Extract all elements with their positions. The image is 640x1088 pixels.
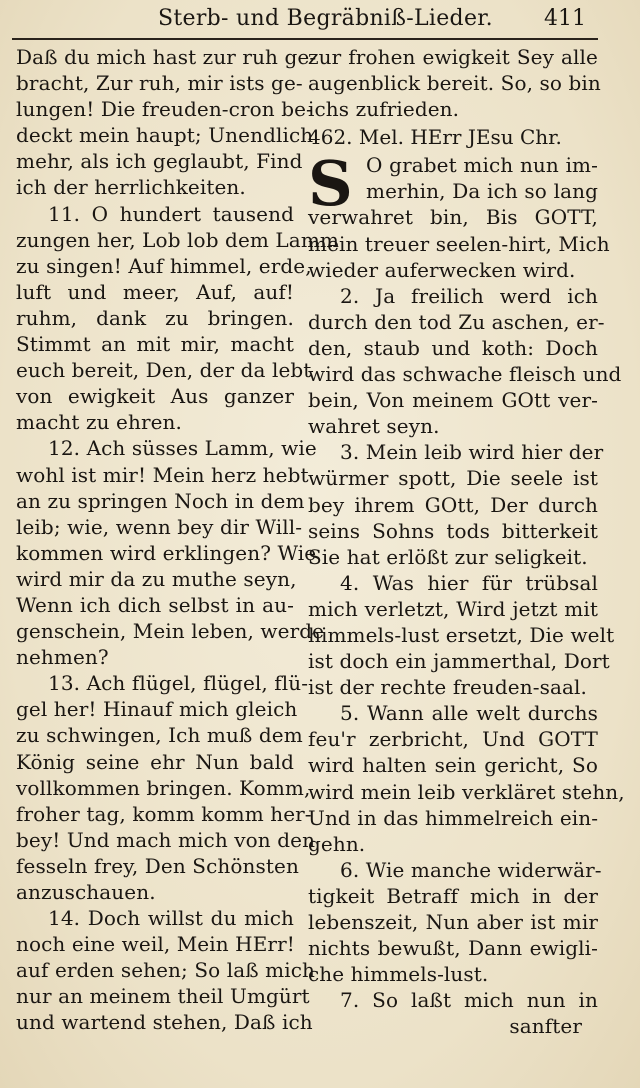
right-column	[308, 44, 625, 1039]
text-line: mehr, als ich geglaubt, Find	[16, 149, 303, 174]
text-line: leib; wie, wenn bey dir Will-	[16, 514, 303, 539]
text-line: seins Sohns tods bitterkeit	[308, 518, 598, 543]
text-line: würmer spott, Die seele ist	[308, 466, 598, 491]
text-line: macht zu ehren.	[16, 410, 182, 435]
text-line: ist der rechte freuden-saal.	[308, 675, 587, 700]
text-line: gel her! Hinauf mich gleich	[16, 697, 298, 722]
text-line: wird mir da zu muthe seyn,	[16, 566, 297, 591]
text-line: lebenszeit, Nun aber ist mir	[308, 910, 598, 934]
text-line: wird mein leib verkläret stehn,	[308, 779, 625, 804]
verse-start-6: 6. Wie manche widerwär-	[340, 857, 602, 882]
text-line: ich der herrlichkeiten.	[16, 175, 246, 200]
text-line: noch eine weil, Mein HErr!	[16, 932, 295, 957]
text-line: ruhm, dank zu bringen.	[16, 305, 294, 330]
text-line: wird halten sein gericht, So	[308, 753, 598, 778]
text-line: bey ihrem GOtt, Der durch	[308, 492, 598, 517]
header-title: Sterb- und Begräbniß-Lieder.	[158, 6, 493, 31]
text-line: Wenn ich dich selbst in au-	[16, 592, 294, 617]
verse-start-5: 5. Wann alle welt durchs	[340, 701, 598, 726]
text-line: wieder auferwecken wird.	[308, 257, 576, 282]
text-line: ichs zufrieden.	[308, 97, 460, 122]
text-line: froher tag, komm komm her-	[16, 801, 312, 826]
verse-start-12: 12. Ach süsses Lamm, wie	[48, 436, 317, 461]
drop-cap: S	[308, 147, 353, 221]
text-line: genschein, Mein leben, werde	[16, 619, 325, 644]
text-line: von ewigkeit Aus ganzer	[16, 384, 294, 409]
text-line: an zu springen Noch in dem	[16, 488, 305, 513]
running-header	[0, 4, 640, 38]
text-line: luft und meer, Auf, auf!	[16, 279, 294, 304]
text-line: zu singen! Auf himmel, erde,	[16, 253, 312, 278]
verse-start-13: 13. Ach flügel, flügel, flü-	[48, 671, 309, 696]
text-line: anzuschauen.	[16, 880, 156, 904]
text-line: nichts bewußt, Dann ewigli-	[308, 936, 598, 961]
page-number: 411	[544, 6, 586, 31]
text-line: nur an meinem theil Umgürt	[16, 984, 310, 1009]
text-line: gehn.	[308, 831, 366, 856]
text-line: zu schwingen, Ich muß dem	[16, 723, 303, 748]
catchword: sanfter	[509, 1014, 582, 1039]
text-line: che himmels-lust.	[308, 962, 489, 987]
text-line: merhin, Da ich so lang	[366, 179, 598, 204]
text-line: Sie hat erlößt zur seligkeit.	[308, 544, 588, 569]
text-line: Stimmt an mit mir, macht	[16, 332, 294, 357]
text-line: augenblick bereit. So, so bin	[308, 71, 601, 96]
text-line: wohl ist mir! Mein herz hebt	[16, 462, 309, 487]
text-line: feu'r zerbricht, Und GOTT	[308, 727, 598, 752]
text-line: zungen her, Lob lob dem Lamm	[16, 227, 339, 252]
hymn-heading: 462. Mel. HErr JEsu Chr.	[308, 125, 562, 150]
text-line: mein treuer seelen-hirt, Mich	[308, 231, 610, 256]
text-line: zur frohen ewigkeit Sey alle	[308, 45, 598, 69]
text-line: lungen! Die freuden-cron be-	[16, 97, 313, 122]
text-line: verwahret bin, Bis GOTT,	[308, 205, 598, 230]
text-line: nehmen?	[16, 645, 109, 670]
text-line: euch bereit, Den, der da lebt	[16, 358, 312, 383]
text-line: fesseln frey, Den Schönsten	[16, 853, 299, 878]
text-line: bein, Von meinem GOtt ver-	[308, 388, 598, 413]
text-line: himmels-lust ersetzt, Die welt	[308, 622, 615, 647]
text-line: tigkeit Betraff mich in der	[308, 883, 598, 908]
verse-start-4: 4. Was hier für trübsal	[340, 570, 598, 595]
verse-start-7: 7. So laßt mich nun in	[340, 988, 598, 1013]
text-line: bracht, Zur ruh, mir ists ge-	[16, 71, 303, 96]
text-line: wahret seyn.	[308, 414, 440, 439]
text-line: Und in das himmelreich ein-	[308, 805, 599, 830]
text-line: kommen wird erklingen? Wie	[16, 540, 317, 565]
text-line: bey! Und mach mich von den	[16, 827, 316, 852]
text-line: mich verletzt, Wird jetzt mit	[308, 596, 598, 621]
text-line: König seine ehr Nun bald	[16, 749, 294, 774]
text-line: O grabet mich nun im-	[366, 153, 598, 178]
text-line: wird das schwache fleisch und	[308, 362, 622, 387]
text-line: deckt mein haupt; Unendlich	[16, 123, 314, 148]
verse-start-14: 14. Doch willst du mich	[48, 906, 294, 931]
verse-start-2: 2. Ja freilich werd ich	[340, 283, 598, 308]
text-line: den, staub und koth: Doch	[308, 335, 598, 360]
text-line: vollkommen bringen. Komm,	[16, 775, 311, 800]
text-line: Daß du mich hast zur ruh ge-	[16, 45, 317, 69]
text-line: ist doch ein jammerthal, Dort	[308, 649, 610, 674]
text-line: und wartend stehen, Daß ich	[16, 1010, 313, 1035]
verse-start-3: 3. Mein leib wird hier der	[340, 440, 604, 465]
text-line: durch den tod Zu aschen, er-	[308, 309, 605, 334]
verse-start-11: 11. O hundert tausend	[48, 201, 294, 226]
text-line: auf erden sehen; So laß mich	[16, 958, 316, 983]
header-rule	[12, 38, 598, 40]
